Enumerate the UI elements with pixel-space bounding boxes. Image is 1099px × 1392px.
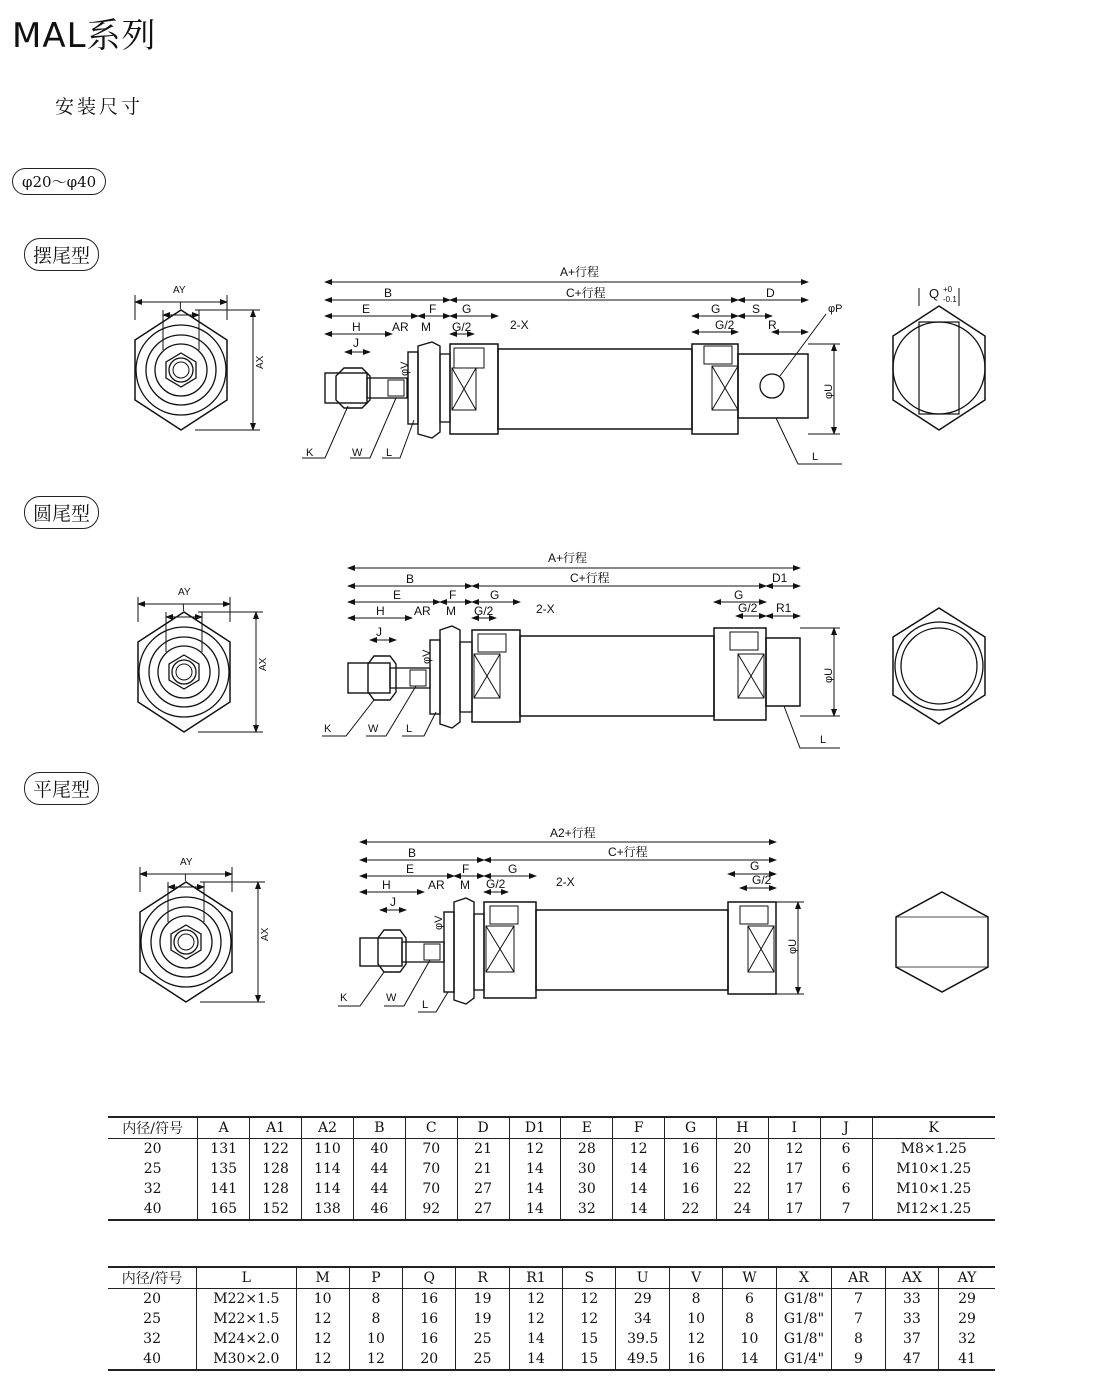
dimension-label: W bbox=[352, 447, 363, 459]
dimension-label: G/2 bbox=[486, 877, 506, 891]
table-cell: 25 bbox=[456, 1329, 509, 1349]
dimension-label: C+行程 bbox=[566, 286, 606, 300]
table-cell: 16 bbox=[665, 1159, 717, 1179]
table-cell: 110 bbox=[302, 1139, 354, 1160]
dimension-label: AR bbox=[392, 320, 409, 334]
dimension-label: M bbox=[460, 878, 470, 892]
table-cell: 17 bbox=[768, 1179, 820, 1199]
table-header-row: 内径/符号 L M P Q R R1 S U V W X AR AX AY bbox=[108, 1267, 995, 1289]
dimension-label: H bbox=[352, 320, 361, 334]
table-cell: 12 bbox=[613, 1139, 665, 1160]
table-cell: 17 bbox=[768, 1159, 820, 1179]
table-cell: 25 bbox=[456, 1349, 509, 1370]
table-cell: 12 bbox=[349, 1349, 402, 1370]
table-cell: 20 bbox=[403, 1349, 456, 1370]
dimension-label: K bbox=[324, 723, 332, 735]
table-row bbox=[108, 1329, 995, 1349]
table-cell: 152 bbox=[250, 1199, 302, 1220]
table-cell: 32 bbox=[561, 1199, 613, 1220]
table-cell: 10 bbox=[669, 1309, 722, 1329]
table-cell: 15 bbox=[563, 1349, 616, 1370]
side-view-flat bbox=[338, 826, 804, 1012]
table-cell: 114 bbox=[302, 1159, 354, 1179]
table-cell: 28 bbox=[561, 1139, 613, 1160]
table-cell: 17 bbox=[768, 1199, 820, 1220]
dimension-label: φU bbox=[823, 667, 835, 683]
table-cell: 19 bbox=[456, 1309, 509, 1329]
table-cell: 92 bbox=[405, 1199, 457, 1220]
table-cell: 9 bbox=[832, 1349, 885, 1370]
rear-view-swing bbox=[893, 285, 985, 430]
dimension-label: S bbox=[752, 302, 761, 316]
dimension-label: 2-X bbox=[536, 602, 555, 616]
table-cell: 22 bbox=[716, 1179, 768, 1199]
dimension-label: AY bbox=[173, 285, 186, 296]
dimension-label: -0.1 bbox=[943, 295, 957, 304]
dimension-label: G bbox=[750, 859, 760, 873]
table-cell: 14 bbox=[509, 1179, 561, 1199]
table-cell: M24×2.0 bbox=[197, 1329, 296, 1349]
table-cell: 12 bbox=[669, 1329, 722, 1349]
table-cell: 12 bbox=[509, 1139, 561, 1160]
page-title: MAL系列 bbox=[12, 16, 157, 56]
table-cell: 29 bbox=[616, 1289, 670, 1310]
table-cell: 8 bbox=[669, 1289, 722, 1310]
dimension-label: M bbox=[421, 320, 431, 334]
table-row bbox=[108, 1179, 995, 1199]
dimension-label: φP bbox=[828, 303, 843, 315]
table-cell: 34 bbox=[616, 1309, 670, 1329]
table-cell: 46 bbox=[353, 1199, 405, 1220]
table-cell: 12 bbox=[296, 1349, 349, 1370]
dimension-label: AR bbox=[414, 604, 431, 618]
table-cell: 8 bbox=[832, 1329, 885, 1349]
dimension-label: C+行程 bbox=[570, 571, 610, 585]
dimension-label: E bbox=[406, 862, 415, 876]
table-cell: 128 bbox=[250, 1159, 302, 1179]
dimension-table-1 bbox=[108, 1116, 995, 1221]
table-cell: M8×1.25 bbox=[872, 1139, 995, 1160]
table-cell: 21 bbox=[457, 1139, 509, 1160]
table-cell: 8 bbox=[349, 1309, 402, 1329]
front-view-round bbox=[138, 587, 269, 732]
front-view-swing bbox=[135, 285, 266, 430]
bore-range-badge: φ20～φ40 bbox=[12, 168, 106, 195]
dimension-label: A+行程 bbox=[560, 265, 600, 279]
table-cell: 12 bbox=[768, 1139, 820, 1160]
table-cell: 122 bbox=[250, 1139, 302, 1160]
dimension-label: E bbox=[393, 588, 402, 602]
table-cell: 21 bbox=[457, 1159, 509, 1179]
table-cell: 16 bbox=[665, 1179, 717, 1199]
table-cell: 27 bbox=[457, 1179, 509, 1199]
dimension-label: AY bbox=[178, 587, 191, 598]
table-cell: M10×1.25 bbox=[872, 1179, 995, 1199]
dimension-label: φU bbox=[823, 383, 835, 399]
dimension-label: F bbox=[449, 588, 457, 602]
dimension-label: G/2 bbox=[474, 604, 494, 618]
table-cell: 25 bbox=[143, 1161, 162, 1177]
table-row bbox=[108, 1289, 995, 1310]
table-cell: 10 bbox=[723, 1329, 776, 1349]
table-cell: 6 bbox=[820, 1179, 872, 1199]
dimension-label: AX bbox=[258, 657, 269, 671]
table-cell: 20 bbox=[716, 1139, 768, 1160]
dimension-label: L bbox=[812, 451, 819, 463]
table-cell: 30 bbox=[561, 1159, 613, 1179]
table-cell: 10 bbox=[296, 1289, 349, 1310]
section-title-swing: 摆尾型 bbox=[24, 238, 99, 271]
table-cell: 24 bbox=[716, 1199, 768, 1220]
front-view-flat bbox=[140, 857, 271, 1002]
table-cell: 22 bbox=[716, 1159, 768, 1179]
table-cell: 20 bbox=[143, 1141, 162, 1157]
dimension-label: R1 bbox=[776, 601, 792, 615]
table-cell: 138 bbox=[302, 1199, 354, 1220]
dimension-label: F bbox=[462, 862, 470, 876]
table-cell: 32 bbox=[143, 1331, 161, 1347]
dimension-label: B bbox=[406, 572, 415, 586]
table-header-row: 内径/符号 A A1 A2 B C D D1 E F G H I J K bbox=[108, 1117, 995, 1139]
dimension-label: L bbox=[406, 723, 413, 735]
table-cell: 131 bbox=[198, 1139, 250, 1160]
dimension-label: W bbox=[386, 992, 397, 1004]
table-cell: 12 bbox=[296, 1329, 349, 1349]
table-cell: M12×1.25 bbox=[872, 1199, 995, 1220]
table-cell: 114 bbox=[302, 1179, 354, 1199]
table-cell: 70 bbox=[405, 1179, 457, 1199]
dimension-label: I bbox=[179, 301, 182, 312]
dimension-label: G bbox=[508, 862, 518, 876]
table-row bbox=[108, 1139, 995, 1160]
table-cell: 44 bbox=[353, 1159, 405, 1179]
dimension-label: I bbox=[182, 603, 185, 614]
table-cell: 12 bbox=[563, 1309, 616, 1329]
table-cell: 7 bbox=[832, 1289, 885, 1310]
page-subtitle: 安装尺寸 bbox=[55, 96, 144, 118]
dimension-label: 2-X bbox=[510, 318, 529, 332]
table-cell: 40 bbox=[108, 1349, 197, 1370]
table-cell: 49.5 bbox=[616, 1349, 670, 1370]
table-cell: 37 bbox=[885, 1329, 938, 1349]
dimension-label: L bbox=[386, 447, 393, 459]
section-title-flat: 平尾型 bbox=[24, 772, 99, 805]
dimension-label: D1 bbox=[772, 571, 788, 585]
section-title-round: 圆尾型 bbox=[24, 496, 99, 529]
table-cell: 12 bbox=[509, 1309, 562, 1329]
table-cell: 6 bbox=[820, 1139, 872, 1160]
dimension-label: G bbox=[462, 302, 472, 316]
dimension-label: AX bbox=[260, 927, 271, 941]
dimension-label: J bbox=[376, 625, 382, 639]
table-cell: 8 bbox=[723, 1309, 776, 1329]
table-cell: 70 bbox=[405, 1159, 457, 1179]
table-cell: 70 bbox=[405, 1139, 457, 1160]
table-cell: 12 bbox=[296, 1309, 349, 1329]
table-cell: M22×1.5 bbox=[197, 1289, 296, 1310]
dimension-label: G/2 bbox=[715, 318, 735, 332]
table-cell: 19 bbox=[456, 1289, 509, 1310]
rear-view-round bbox=[893, 608, 985, 724]
dimension-label: D bbox=[766, 286, 775, 300]
dimension-label: L bbox=[820, 734, 827, 746]
dimension-label: H bbox=[382, 878, 391, 892]
table-cell: 14 bbox=[509, 1329, 562, 1349]
dimension-label: 2-X bbox=[556, 875, 575, 889]
side-view-swing bbox=[302, 265, 842, 464]
table-cell: 16 bbox=[669, 1349, 722, 1370]
table-cell: 29 bbox=[939, 1309, 995, 1329]
table-cell: 141 bbox=[198, 1179, 250, 1199]
dimension-label: AX bbox=[255, 355, 266, 369]
dimension-label: φV bbox=[421, 649, 433, 664]
table-cell: 25 bbox=[143, 1311, 161, 1327]
table-cell: 10 bbox=[349, 1329, 402, 1349]
dimension-label: L bbox=[422, 999, 429, 1011]
dimension-label: K bbox=[306, 447, 314, 459]
table-cell: 27 bbox=[457, 1199, 509, 1220]
table-cell: G1/8" bbox=[776, 1309, 832, 1329]
dimension-label: W bbox=[368, 723, 379, 735]
table-row bbox=[108, 1349, 995, 1370]
table-cell: 12 bbox=[509, 1289, 562, 1310]
dimension-label: G bbox=[490, 588, 500, 602]
table-cell: 47 bbox=[885, 1349, 938, 1370]
table-row bbox=[108, 1199, 995, 1220]
table-cell: 16 bbox=[403, 1309, 456, 1329]
dimension-label: J bbox=[353, 336, 359, 350]
dimension-label: I bbox=[184, 873, 187, 884]
table-cell: M30×2.0 bbox=[197, 1349, 296, 1370]
table-row bbox=[108, 1159, 995, 1179]
dimension-label: H bbox=[376, 604, 385, 618]
table-cell: 14 bbox=[509, 1159, 561, 1179]
table-row bbox=[108, 1309, 995, 1329]
dimension-label: A+行程 bbox=[548, 551, 588, 565]
table-cell: 8 bbox=[349, 1289, 402, 1310]
dimension-label: A2+行程 bbox=[550, 826, 596, 840]
dimension-label: AR bbox=[428, 878, 445, 892]
table-cell: 40 bbox=[353, 1139, 405, 1160]
table-cell: 14 bbox=[509, 1349, 562, 1370]
dimension-label: AY bbox=[180, 857, 193, 868]
table-cell: 39.5 bbox=[616, 1329, 670, 1349]
dimension-label: M bbox=[446, 604, 456, 618]
table-cell: M22×1.5 bbox=[197, 1309, 296, 1329]
table-cell: M10×1.25 bbox=[872, 1159, 995, 1179]
dimension-label: G/2 bbox=[738, 601, 758, 615]
dimension-label: B bbox=[408, 846, 417, 860]
dimension-label: J bbox=[390, 895, 396, 909]
side-view-round bbox=[322, 551, 840, 748]
table-cell: 7 bbox=[820, 1199, 872, 1220]
dimension-label: φV bbox=[399, 361, 411, 376]
table-cell: 30 bbox=[561, 1179, 613, 1199]
dimension-label: φV bbox=[433, 915, 445, 930]
rear-view-flat bbox=[896, 892, 988, 992]
table-cell: 44 bbox=[353, 1179, 405, 1199]
table-cell: 16 bbox=[665, 1139, 717, 1160]
table-cell: 14 bbox=[613, 1159, 665, 1179]
dimension-label: φU bbox=[787, 938, 799, 954]
table-cell: 33 bbox=[885, 1309, 938, 1329]
dimension-label: E bbox=[362, 302, 371, 316]
table-cell: 14 bbox=[613, 1179, 665, 1199]
table-cell: 41 bbox=[939, 1349, 995, 1370]
dimension-label: F bbox=[429, 302, 437, 316]
table-cell: 22 bbox=[665, 1199, 717, 1220]
table-cell: 6 bbox=[820, 1159, 872, 1179]
table-cell: 32 bbox=[143, 1181, 162, 1197]
table-cell: G1/8" bbox=[776, 1329, 832, 1349]
dimension-label: K bbox=[340, 992, 348, 1004]
table-cell: 29 bbox=[939, 1289, 995, 1310]
dimension-label: R bbox=[768, 318, 777, 332]
table-cell: 165 bbox=[198, 1199, 250, 1220]
table-cell: 14 bbox=[723, 1349, 776, 1370]
table-cell: 12 bbox=[563, 1289, 616, 1310]
table-cell: 6 bbox=[723, 1289, 776, 1310]
table-cell: G1/4" bbox=[776, 1349, 832, 1370]
table-cell: 15 bbox=[563, 1329, 616, 1349]
table-cell: 135 bbox=[198, 1159, 250, 1179]
dimension-label: G bbox=[711, 302, 721, 316]
table-cell: 128 bbox=[250, 1179, 302, 1199]
dimension-label: C+行程 bbox=[608, 845, 648, 859]
table-cell: 7 bbox=[832, 1309, 885, 1329]
dimension-label: G/2 bbox=[752, 873, 772, 887]
dimension-label: G/2 bbox=[452, 320, 472, 334]
table-cell: 40 bbox=[108, 1199, 198, 1220]
dimension-label: G bbox=[734, 588, 744, 602]
table-cell: G1/8" bbox=[776, 1289, 832, 1310]
table-cell: 16 bbox=[403, 1289, 456, 1310]
dimension-label: +0 bbox=[943, 285, 953, 294]
dimension-label: Q bbox=[929, 286, 940, 301]
table-cell: 20 bbox=[143, 1291, 161, 1307]
table-cell: 33 bbox=[885, 1289, 938, 1310]
table-cell: 14 bbox=[613, 1199, 665, 1220]
dimension-table-2 bbox=[108, 1266, 995, 1371]
table-cell: 16 bbox=[403, 1329, 456, 1349]
table-cell: 14 bbox=[509, 1199, 561, 1220]
dimension-label: B bbox=[384, 286, 393, 300]
table-cell: 32 bbox=[939, 1329, 995, 1349]
